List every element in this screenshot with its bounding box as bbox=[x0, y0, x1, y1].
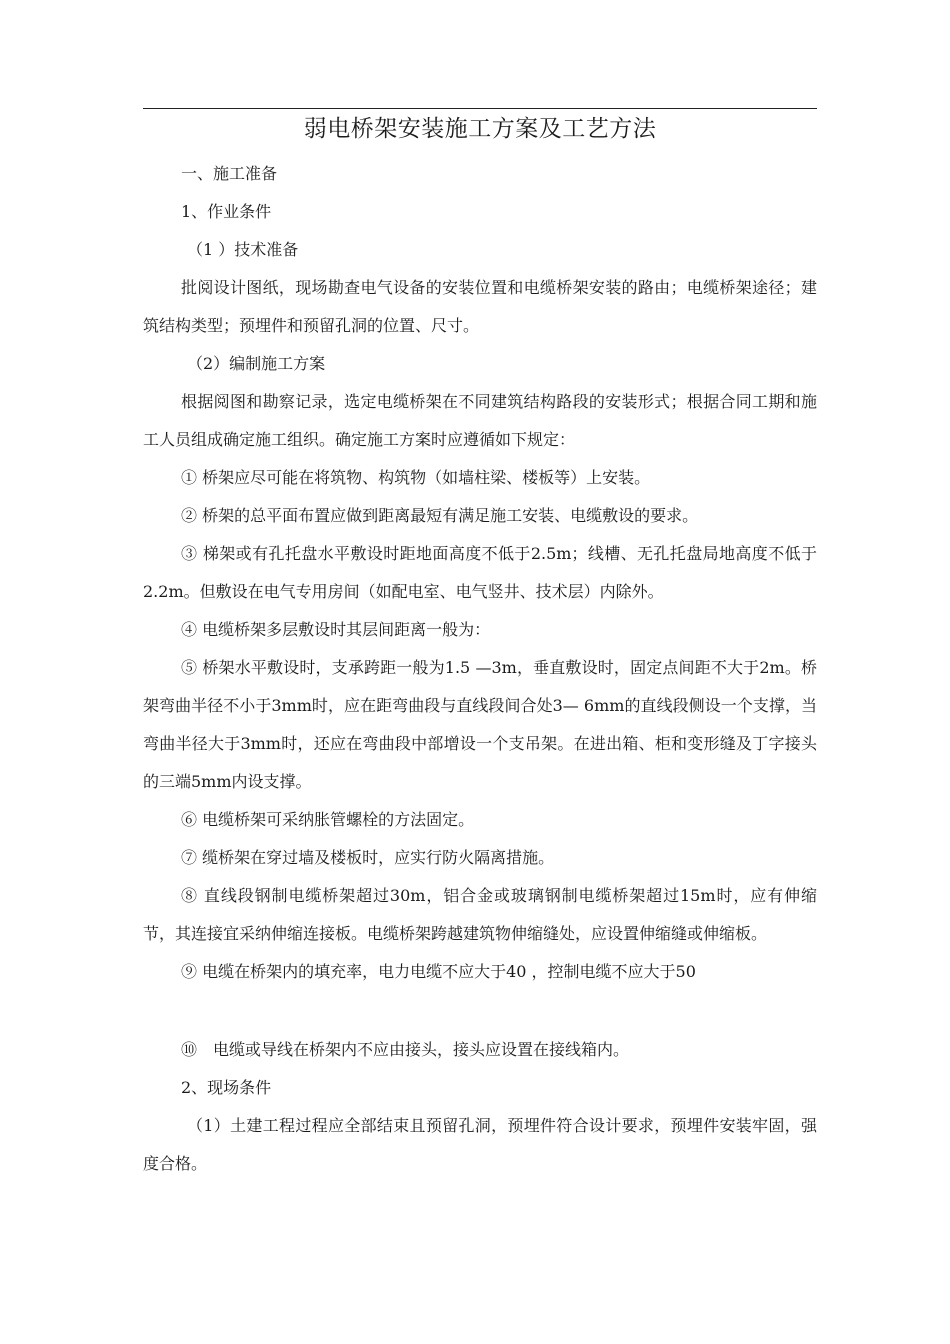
header-rule bbox=[143, 108, 817, 109]
paragraph-review-drawings: 批阅设计图纸，现场勘查电气设备的安装位置和电缆桥架安装的路由；电缆桥架途径；建筑结构类型；预埋件和预留孔洞的位置、尺寸。 bbox=[143, 278, 817, 335]
list-item-9: ⑨ 电缆在桥架内的填充率，电力电缆不应大于40 ，控制电缆不应大于50 bbox=[181, 962, 696, 981]
list-item-5: ⑤ 桥架水平敷设时，支承跨距一般为1.5 —3m，垂直敷设时，固定点间距不大于2m。桥架弯曲半径不小于3mm时，应在距弯曲段与直线段间合处3— 6mm的直线段侧设一个支撑，当弯曲半径大于3mm时，还应在弯曲段中部增设一个支吊架。在进出箱、柜和变形缝及丁字接头的三端5mm内设支撑。 bbox=[143, 658, 817, 791]
list-item-7: ⑦ 缆桥架在穿过墙及楼板时，应实行防火隔离措施。 bbox=[181, 848, 555, 867]
list-item-4: ④ 电缆桥架多层敷设时其层间距离一般为： bbox=[181, 620, 491, 639]
subsection-heading-site-conditions: 2、现场条件 bbox=[181, 1078, 272, 1097]
item-heading-construction-plan: （2）编制施工方案 bbox=[187, 354, 326, 373]
list-item-8: ⑧ 直线段钢制电缆桥架超过30m，铝合金或玻璃钢制电缆桥架超过15m时，应有伸缩节，其连接宜采纳伸缩连接板。电缆桥架跨越建筑物伸缩缝处，应设置伸缩缝或伸缩板。 bbox=[143, 886, 817, 943]
section-heading-preparation: 一、施工准备 bbox=[181, 164, 278, 183]
list-item-2: ② 桥架的总平面布置应做到距离最短有满足施工安装、电缆敷设的要求。 bbox=[181, 506, 699, 525]
list-item-6: ⑥ 电缆桥架可采纳胀管螺栓的方法固定。 bbox=[181, 810, 475, 829]
item-heading-technical-preparation: （1 ）技术准备 bbox=[187, 240, 299, 259]
list-item-3: ③ 梯架或有孔托盘水平敷设时距地面高度不低于2.5m；线槽、无孔托盘局地高度不低于2.2m。但敷设在电气专用房间（如配电室、电气竖井、技术层）内除外。 bbox=[143, 544, 817, 601]
document-body bbox=[143, 155, 817, 1183]
document-title: 弱电桥架安装施工方案及工艺方法 bbox=[303, 116, 657, 142]
paragraph-select-installation: 根据阅图和勘察记录，选定电缆桥架在不同建筑结构路段的安装形式；根据合同工期和施工人员组成确定施工组织。确定施工方案时应遵循如下规定： bbox=[143, 392, 817, 449]
paragraph-civil-works: （1）土建工程过程应全部结束且预留孔洞，预埋件符合设计要求，预埋件安装牢固，强度合格。 bbox=[143, 1116, 817, 1173]
subsection-heading-work-conditions: 1、作业条件 bbox=[181, 202, 272, 221]
list-item-10: ⑩ 电缆或导线在桥架内不应由接头，接头应设置在接线箱内。 bbox=[181, 1040, 630, 1059]
blank-gap bbox=[143, 991, 817, 1031]
list-item-1: ① 桥架应尽可能在将筑物、构筑物（如墙柱梁、楼板等）上安装。 bbox=[181, 468, 651, 487]
